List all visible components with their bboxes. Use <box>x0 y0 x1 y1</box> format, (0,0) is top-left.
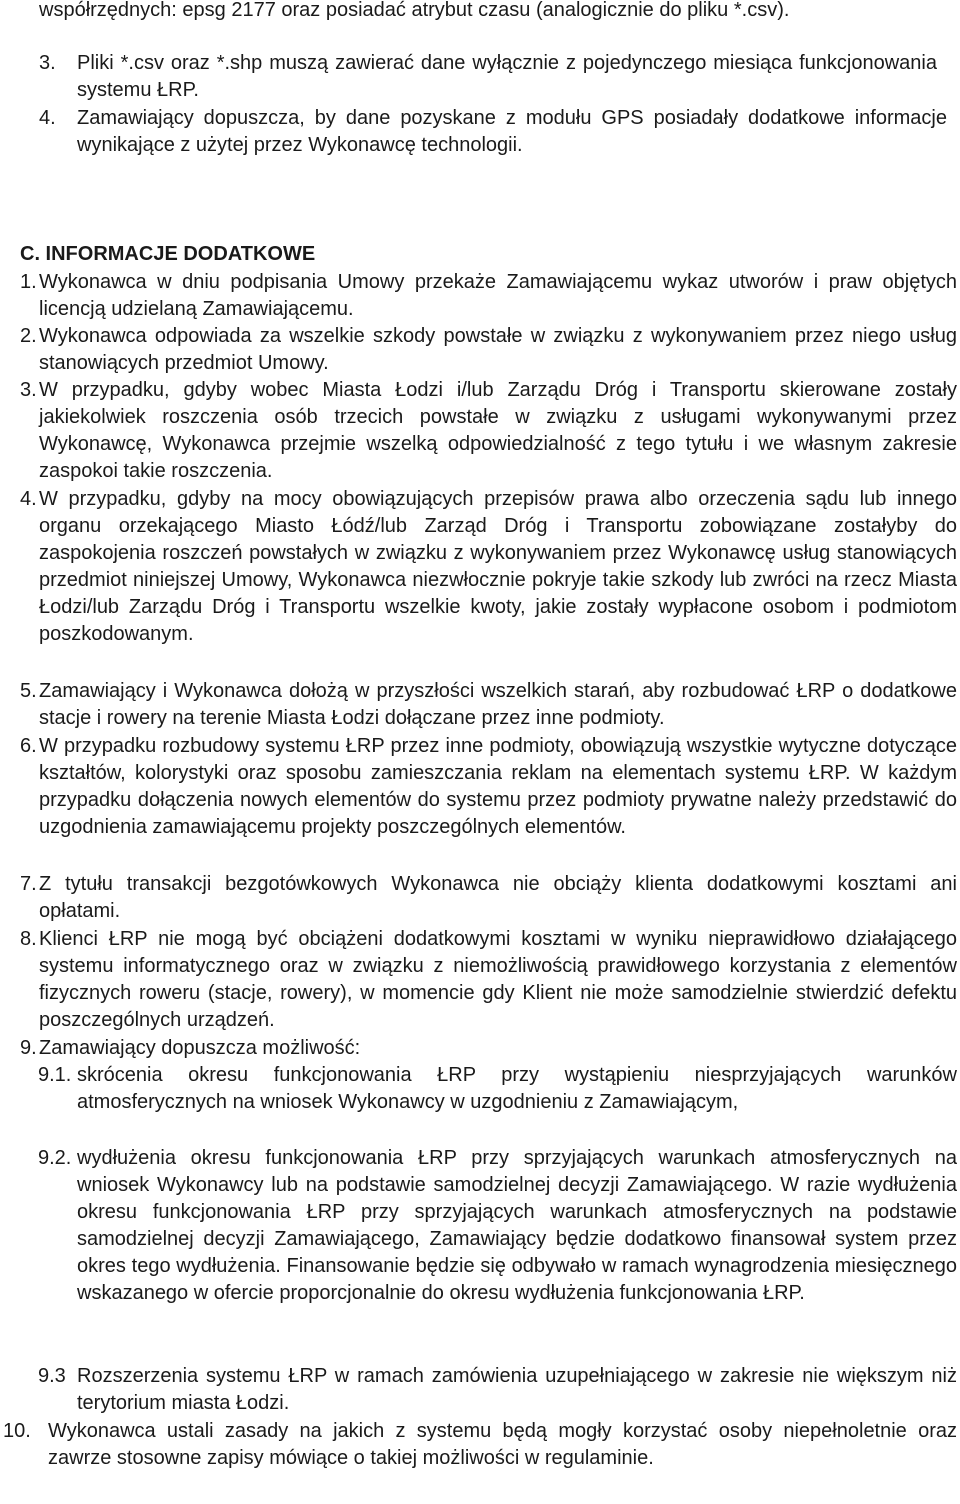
continuation-paragraph <box>39 0 939 24</box>
list-item-3-top <box>39 50 937 104</box>
list-item-text: wydłużenia okresu funkcjonowania ŁRP przy sprzyjających warunkach atmosferycznych na wniosek Wykonawcy lub na podstawie samodzielnej decyzji Zamawiającego. W razie wydłużenia okresu funkcjonowania ŁRP przy sprzyjających warunkach atmosferycznych na podstawie samodzielnej decyzji Zamawiającego, Zamawiający będzie dodatkowo finansował system przez okres tego wydłużenia. Finansowanie będzie się odbywało w ramach wynagrodzenia miesięcznego wskazanego w ofercie proporcjonalnie do okresu wydłużenia funkcjonowania ŁRP. <box>77 1147 957 1304</box>
list-item-text: W przypadku rozbudowy systemu ŁRP przez inne podmioty, obowiązują wszystkie wytyczne dotyczące kształtów, kolorystyki oraz sposobu zamieszczania reklam na elementach systemu ŁRP. W każdym przypadku dołączenia nowych elementów do systemu przez podmioty prywatne należy przedstawić do uzgodnienia zamawiającemu projekty poszczególnych elementów. <box>39 735 957 838</box>
list-item-text: Rozszerzenia systemu ŁRP w ramach zamówienia uzupełniającego w zakresie nie większym niż terytorium miasta Łodzi. <box>77 1365 957 1414</box>
section-item-8 <box>20 926 957 1034</box>
section-item-10 <box>3 1418 957 1472</box>
list-number: 1. <box>20 271 37 293</box>
list-item-text: Klienci ŁRP nie mogą być obciążeni dodatkowymi kosztami w wyniku nieprawidłowo działającego systemu informatycznego oraz w związku z niemożliwością prawidłowego korzystania z elementów fizycznych roweru (stacje, rowery), w momencie gdy Klient nie może samodzielnie stwierdzić defektu poszczególnych urządzeń. <box>39 928 957 1031</box>
subitem-9-1 <box>38 1062 957 1116</box>
list-item-text: Z tytułu transakcji bezgotówkowych Wykonawca nie obciąży klienta dodatkowymi kosztami ani opłatami. <box>39 873 957 922</box>
list-number: 3. <box>39 52 56 74</box>
list-number: 4. <box>20 488 37 510</box>
paragraph-text: współrzędnych: epsg 2177 oraz posiadać atrybut czasu (analogicznie do pliku *.csv). <box>39 0 790 21</box>
list-item-text: Pliki *.csv oraz *.shp muszą zawierać dane wyłącznie z pojedynczego miesiąca funkcjonowania systemu ŁRP. <box>77 52 937 101</box>
list-number: 8. <box>20 928 37 950</box>
list-number: 9.3 <box>38 1365 66 1387</box>
list-item-text: Wykonawca odpowiada za wszelkie szkody powstałe w związku z wykonywaniem przez niego usług stanowiących przedmiot Umowy. <box>39 325 957 374</box>
section-item-1 <box>20 269 957 323</box>
list-number: 10. <box>3 1420 31 1442</box>
list-item-text: Zamawiający dopuszcza możliwość: <box>39 1037 361 1059</box>
list-item-text: Zamawiający dopuszcza, by dane pozyskane z modułu GPS posiadały dodatkowe informacje wynikające z użytej przez Wykonawcę technologii. <box>77 107 947 156</box>
subitem-9-2 <box>38 1145 957 1306</box>
section-heading: C. INFORMACJE DODATKOWE <box>20 243 316 265</box>
list-item-text: W przypadku, gdyby na mocy obowiązujących przepisów prawa albo orzeczenia sądu lub innego organu orzekającego Miasto Łódź/lub Zarząd Dróg i Transportu zobowiązane zostałyby do zaspokojenia roszczeń powstałych w związku z wykonywaniem przez Wykonawcę usług stanowiących przedmiot niniejszej Umowy, Wykonawca niezwłocznie pokryje takie szkody lub zwróci na rzecz Miasta Łodzi/lub Zarządu Dróg i Transportu wszelkie kwoty, jakie zostały wypłacone osobom i podmiotom poszkodowanym. <box>39 488 957 645</box>
section-item-6 <box>20 733 957 841</box>
section-item-5 <box>20 678 957 732</box>
list-number: 2. <box>20 325 37 347</box>
section-item-3 <box>20 377 957 485</box>
list-number: 9.2. <box>38 1147 72 1169</box>
list-number: 5. <box>20 680 37 702</box>
subitem-9-3 <box>38 1363 957 1417</box>
list-item-text: Wykonawca ustali zasady na jakich z systemu będą mogły korzystać osoby niepełnoletnie oraz zawrze stosowne zapisy mówiące o takiej możliwości w regulaminie. <box>48 1420 957 1469</box>
list-number: 9.1. <box>38 1064 72 1086</box>
section-item-2 <box>20 323 957 377</box>
list-number: 3. <box>20 379 37 401</box>
list-item-4-top <box>39 105 947 159</box>
list-number: 9. <box>20 1037 37 1059</box>
list-item-text: skrócenia okresu funkcjonowania ŁRP przy wystąpieniu niesprzyjających warunków atmosferycznych na wniosek Wykonawcy w uzgodnieniu z Zamawiającym, <box>77 1064 957 1113</box>
section-item-4 <box>20 486 957 647</box>
section-item-7 <box>20 871 957 925</box>
list-item-text: Wykonawca w dniu podpisania Umowy przekaże Zamawiającemu wykaz utworów i praw objętych licencją udzielaną Zamawiającemu. <box>39 271 957 320</box>
list-number: 7. <box>20 873 37 895</box>
list-number: 4. <box>39 107 56 129</box>
section-item-9 <box>20 1035 957 1062</box>
list-number: 6. <box>20 735 37 757</box>
list-item-text: Zamawiający i Wykonawca dołożą w przyszłości wszelkich starań, aby rozbudować ŁRP o dodatkowe stacje i rowery na terenie Miasta Łodzi dołączane przez inne podmioty. <box>39 680 957 729</box>
list-item-text: W przypadku, gdyby wobec Miasta Łodzi i/lub Zarządu Dróg i Transportu skierowane zostały jakiekolwiek roszczenia osób trzecich powstałe w związku z usługami wykonywanymi przez Wykonawcę, Wykonawca przejmie wszelką odpowiedzialność z tego tytułu i we własnym zakresie zaspokoi takie roszczenia. <box>39 379 957 482</box>
